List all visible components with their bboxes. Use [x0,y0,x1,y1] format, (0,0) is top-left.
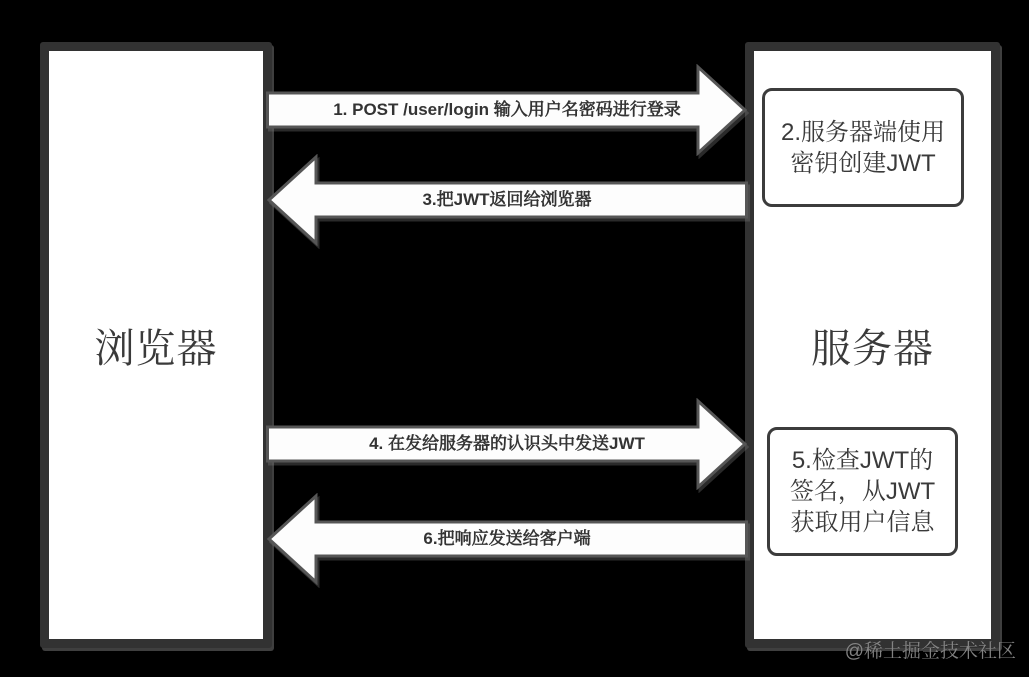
note-2-line-1: 2.服务器端使用 [780,118,945,146]
note-5-line-3: 获取用户信息 [790,509,935,536]
note-2-create-jwt [762,88,964,207]
arrow-1-label: 1. POST /user/login 输入用户名密码进行登录 [333,100,681,119]
browser-actor-box [40,42,272,648]
note-5-line-1: 5.检查JWT的 [791,447,934,474]
browser-actor-label: 浏览器 [94,326,218,371]
arrow-4-send-jwt-header [266,398,748,490]
server-actor-label: 服务器 [811,326,934,371]
arrow-6-label: 6.把响应发送给客户端 [423,529,591,548]
note-5-line-2: 签名，从JWT [789,478,936,505]
watermark: @稀土掘金技术社区 [844,641,1016,662]
note-5-verify-jwt [767,427,958,556]
arrow-4-label: 4. 在发给服务器的认识头中发送JWT [369,434,645,453]
arrow-3-return-jwt [266,154,748,246]
arrow-1-login-request [266,64,748,156]
arrow-3-label: 3.把JWT返回给浏览器 [422,190,592,209]
note-2-line-2: 密钥创建JWT [790,149,936,177]
arrow-6-send-response [266,493,748,585]
